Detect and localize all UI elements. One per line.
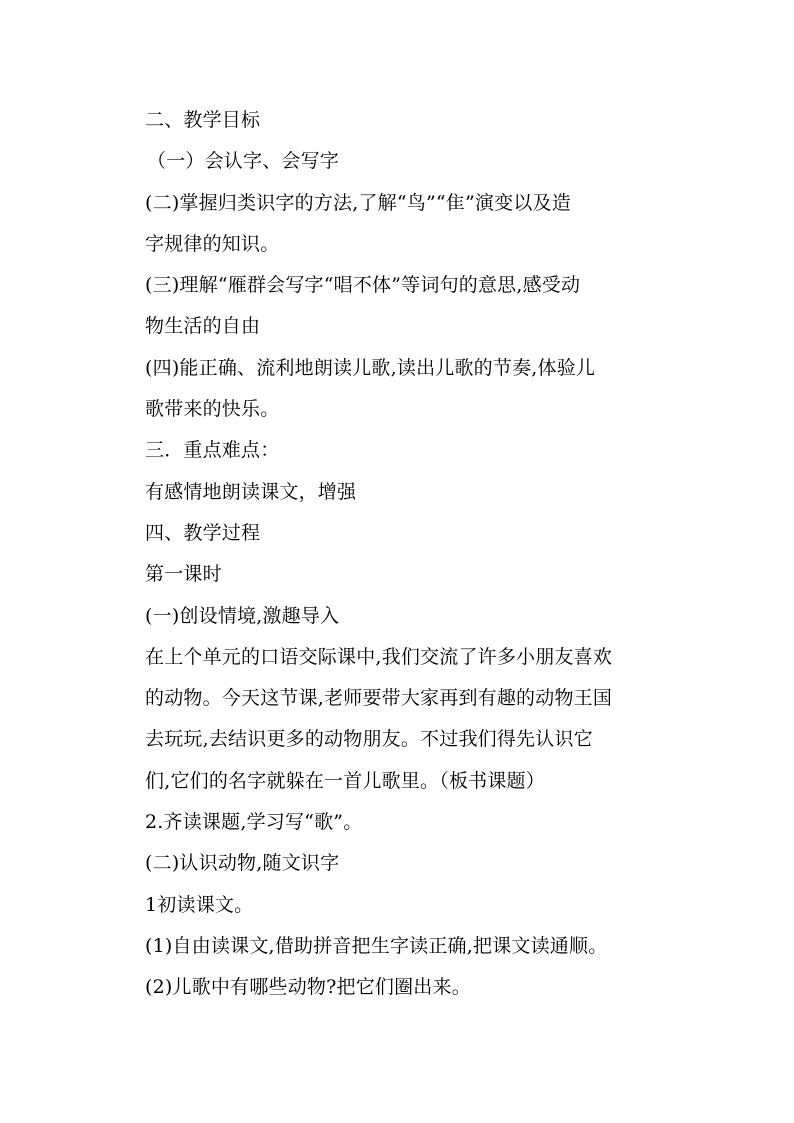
heading-teaching-goals: 二、教学目标 bbox=[145, 109, 261, 131]
goal-item-1: （一）会认字、会写字 bbox=[147, 150, 340, 173]
goal-item-3-line-2: 物生活的自由 bbox=[145, 315, 261, 338]
step-2-item-1: 1初读课文。 bbox=[145, 893, 254, 916]
lesson-period-title: 第一课时 bbox=[145, 563, 222, 586]
step-2-subitem-1: (1)自由读课文,借助拼音把生字读正确,把课文读通顺。 bbox=[145, 934, 608, 957]
step-1-paragraph-line-3: 去玩玩,去结识更多的动物朋友。不过我们得先认识它 bbox=[145, 728, 593, 751]
step-1-paragraph-line-1: 在上个单元的口语交际课中,我们交流了许多小朋友喜欢 bbox=[145, 645, 613, 668]
document-body bbox=[145, 100, 685, 1009]
step-1-item-2: 2.齐读课题,学习写“歌”。 bbox=[145, 811, 363, 834]
goal-item-4-line-2: 歌带来的快乐。 bbox=[145, 398, 280, 421]
step-1-paragraph-line-2: 的动物。今天这节课,老师要带大家再到有趣的动物王国 bbox=[145, 687, 613, 710]
goal-item-2-line-1: (二)掌握归类识字的方法,了解“鸟”“隹”演变以及造 bbox=[145, 191, 571, 214]
key-points-text: 有感情地朗读课文，增强 bbox=[145, 480, 357, 503]
step-2-title: (二)认识动物,随文识字 bbox=[145, 852, 340, 875]
heading-key-points: 三．重点难点： bbox=[145, 439, 280, 462]
goal-item-3-line-1: (三)理解“雁群会写字“唱不体”等词句的意思,感受动 bbox=[145, 274, 581, 297]
step-1-paragraph-line-4: 们,它们的名字就躲在一首儿歌里。（板书课题） bbox=[145, 769, 545, 792]
heading-teaching-process: 四、教学过程 bbox=[145, 521, 261, 544]
step-1-title: (一)创设情境,激趣导入 bbox=[145, 604, 340, 627]
goal-item-2-line-2: 字规律的知识。 bbox=[145, 232, 280, 255]
step-2-subitem-2: (2)儿歌中有哪些动物?把它们圈出来。 bbox=[145, 976, 471, 999]
goal-item-4-line-1: (四)能正确、流利地朗读儿歌,读出儿歌的节奏,体验儿 bbox=[145, 356, 596, 379]
